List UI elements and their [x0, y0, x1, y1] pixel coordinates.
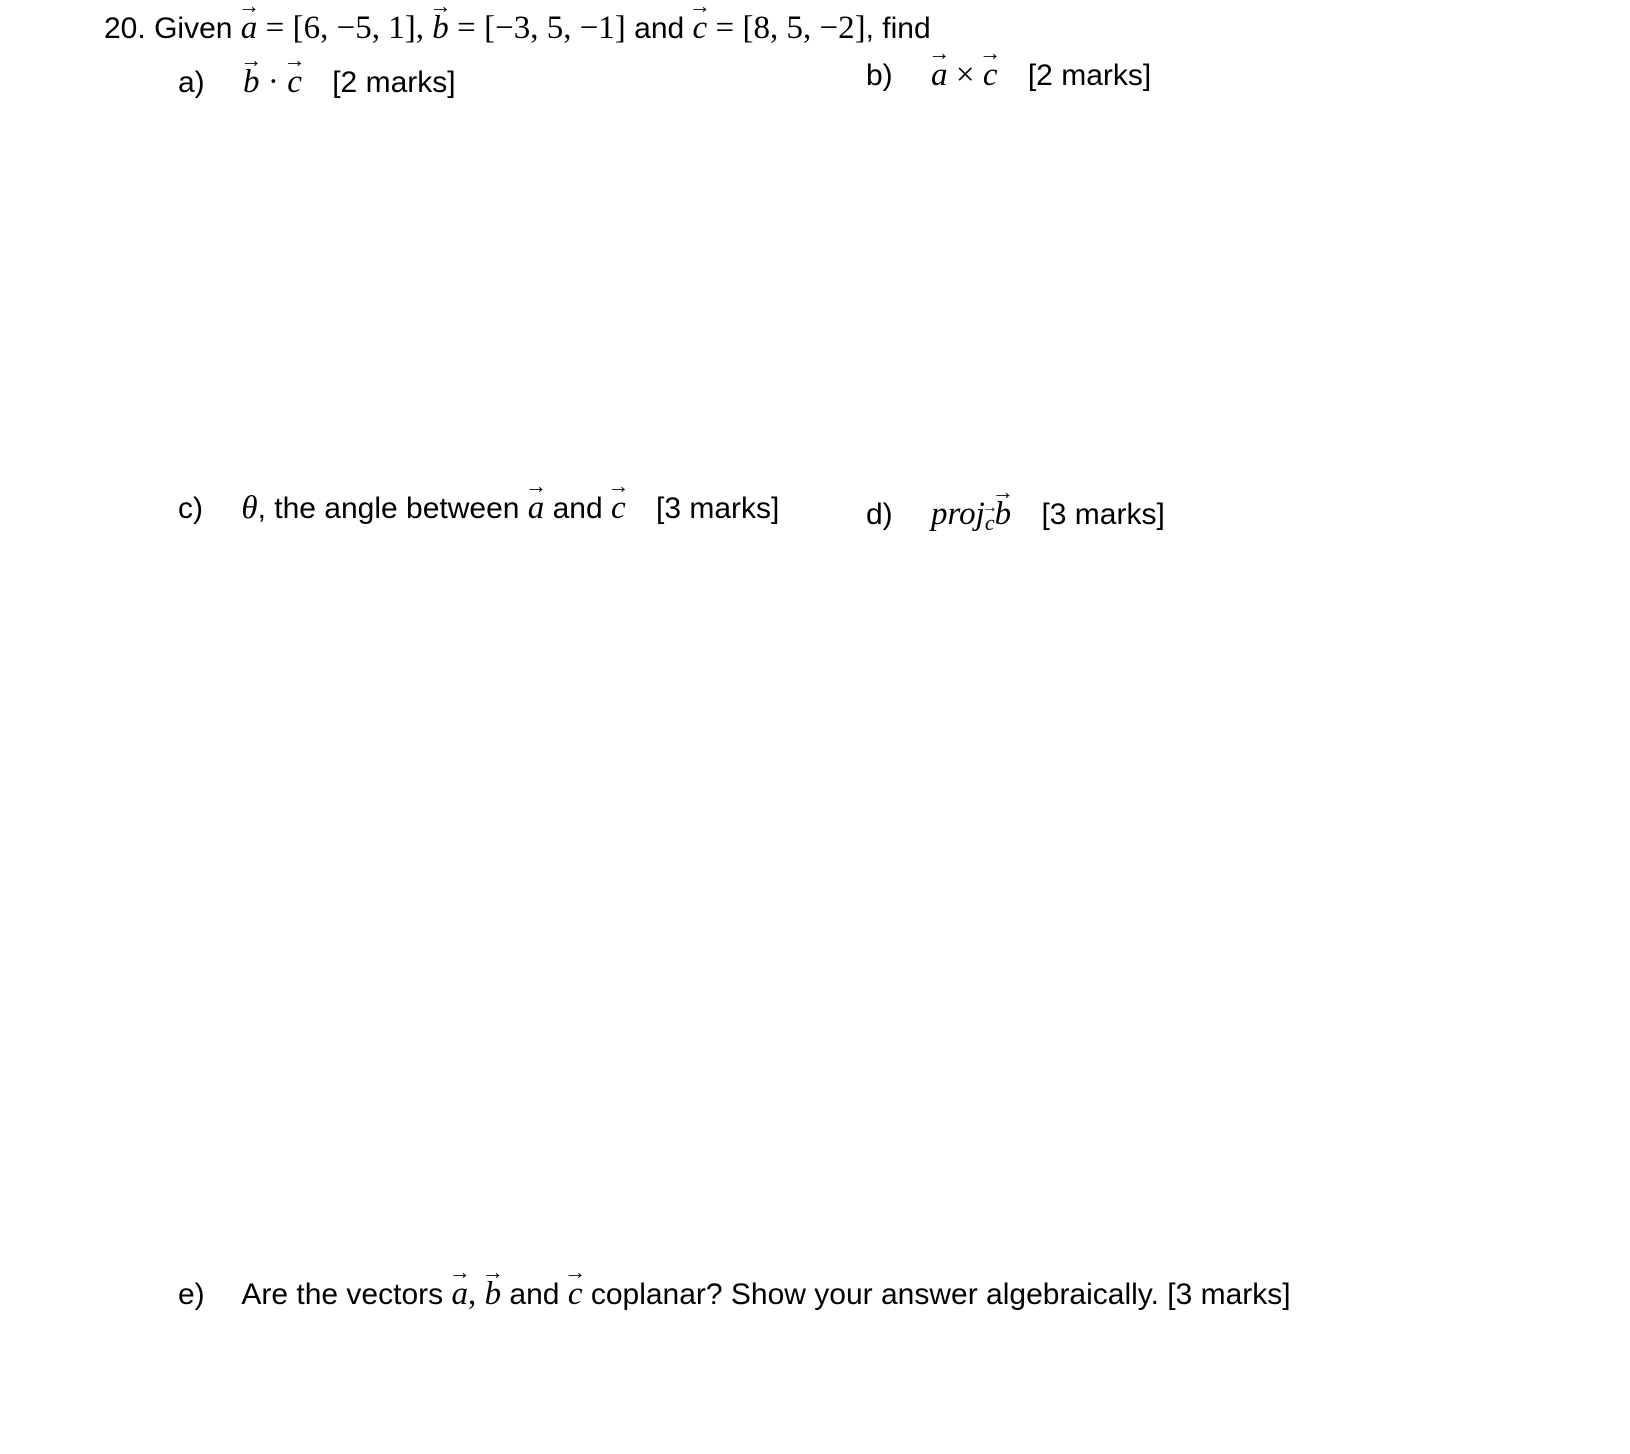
vector-c-symbol: c →	[979, 40, 1002, 93]
vector-arrow-icon: →	[564, 1259, 587, 1284]
vector-arrow-icon: →	[448, 1259, 471, 1284]
vector-arrow-icon: →	[607, 473, 630, 498]
vector-b-symbol: b →	[481, 1259, 504, 1312]
equals-sign: =	[715, 10, 735, 46]
vector-b-symbol: b →	[240, 47, 263, 100]
part-d	[866, 479, 1165, 535]
vector-arrow-icon: →	[283, 47, 306, 72]
and-text: and	[509, 1278, 560, 1311]
vector-c-symbol: c →	[607, 473, 630, 526]
vector-arrow-icon: →	[688, 0, 711, 18]
vector-b-symbol: b →	[432, 12, 449, 45]
part-c-marks: [3 marks]	[656, 492, 780, 525]
equals-sign: =	[457, 10, 476, 46]
part-b-marks: [2 marks]	[1027, 59, 1152, 92]
part-b-label: b)	[866, 59, 893, 92]
comma: ,	[467, 1276, 477, 1312]
vector-arrow-icon: →	[240, 47, 263, 72]
part-a	[178, 47, 456, 100]
vector-arrow-icon: →	[981, 499, 998, 516]
vector-arrow-icon: →	[429, 0, 452, 18]
vector-b-symbol: b →	[991, 479, 1014, 532]
dot-operator: ·	[267, 64, 279, 100]
part-d-label: d)	[866, 498, 893, 531]
part-a-label: a)	[178, 66, 205, 99]
equals-sign: =	[265, 10, 285, 46]
part-d-marks: [3 marks]	[1041, 498, 1165, 531]
vector-a-symbol: a →	[525, 473, 548, 526]
question-header	[104, 0, 931, 46]
question-intro: Given	[154, 12, 233, 45]
part-e-text2: coplanar? Show your answer algebraically.	[590, 1278, 1159, 1311]
part-e-marks: [3 marks]	[1167, 1278, 1291, 1311]
vector-c-symbol: c →	[564, 1259, 587, 1312]
vector-b-value: [−3, 5, −1]	[484, 10, 626, 46]
part-e	[178, 1259, 1291, 1312]
vector-arrow-icon: →	[979, 40, 1002, 65]
proj-symbol: proj	[931, 496, 985, 532]
vector-a-symbol: a →	[928, 40, 951, 93]
part-a-marks: [2 marks]	[332, 66, 456, 99]
part-c-text: , the angle between	[257, 492, 520, 525]
vector-arrow-icon: →	[238, 0, 261, 18]
part-c	[178, 473, 780, 526]
vector-arrow-icon: →	[481, 1259, 504, 1284]
vector-arrow-icon: →	[928, 40, 951, 65]
part-e-label: e)	[178, 1278, 205, 1311]
vector-arrow-icon: →	[525, 473, 548, 498]
vector-arrow-icon: →	[991, 479, 1014, 504]
vector-c-subscript: c →	[981, 499, 998, 535]
vector-c-symbol: c →	[693, 12, 708, 45]
vector-c-symbol: c →	[283, 47, 306, 100]
comma: ,	[415, 10, 424, 46]
find-text: , find	[865, 12, 931, 45]
vector-a-symbol: a →	[448, 1259, 471, 1312]
vector-a-value: [6, −5, 1]	[292, 10, 416, 46]
cross-operator: ×	[955, 57, 975, 93]
vector-a-symbol: a →	[241, 12, 258, 45]
and-text: and	[552, 492, 603, 525]
and-text: and	[634, 12, 685, 45]
question-number: 20.	[104, 12, 146, 45]
theta-symbol: θ	[241, 490, 258, 526]
vector-c-value: [8, 5, −2]	[742, 10, 866, 46]
part-b	[866, 40, 1152, 93]
part-e-text1: Are the vectors	[241, 1278, 444, 1311]
part-c-label: c)	[178, 492, 203, 525]
